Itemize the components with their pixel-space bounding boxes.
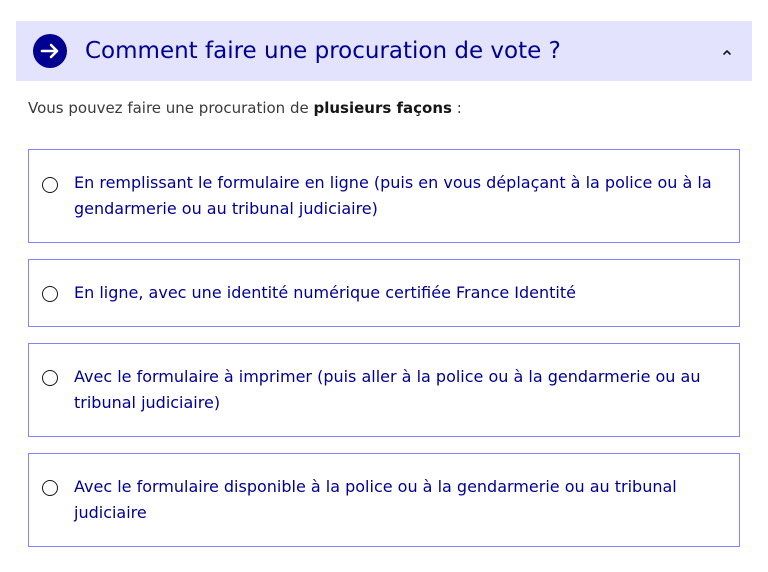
option-online-form[interactable] bbox=[28, 149, 740, 243]
chevron-up-icon[interactable] bbox=[720, 44, 734, 58]
option-label: Avec le formulaire disponible à la police ou à la gendarmerie ou au tribunal judiciaire bbox=[74, 477, 677, 522]
accordion-title: Comment faire une procuration de vote ? bbox=[85, 38, 561, 64]
intro-text-end: : bbox=[451, 99, 462, 117]
intro-text bbox=[28, 96, 462, 120]
accordion-header[interactable] bbox=[16, 21, 752, 81]
radio-icon[interactable] bbox=[42, 286, 58, 302]
option-label: En ligne, avec une identité numérique certifiée France Identité bbox=[74, 283, 576, 302]
option-label: En remplissant le formulaire en ligne (puis en vous déplaçant à la police ou à la gendarmerie ou au tribunal judiciaire) bbox=[74, 173, 712, 218]
option-label: Avec le formulaire à imprimer (puis aller à la police ou à la gendarmerie ou au tribunal judiciaire) bbox=[74, 367, 701, 412]
radio-icon[interactable] bbox=[42, 480, 58, 496]
intro-text-emphasis: plusieurs façons bbox=[313, 99, 452, 117]
intro-text-start: Vous pouvez faire une procuration de bbox=[28, 99, 314, 117]
option-france-identite[interactable] bbox=[28, 259, 740, 327]
radio-icon[interactable] bbox=[42, 177, 58, 193]
radio-icon[interactable] bbox=[42, 370, 58, 386]
option-form-at-police[interactable] bbox=[28, 453, 740, 547]
option-printed-form[interactable] bbox=[28, 343, 740, 437]
arrow-right-icon bbox=[33, 34, 67, 68]
